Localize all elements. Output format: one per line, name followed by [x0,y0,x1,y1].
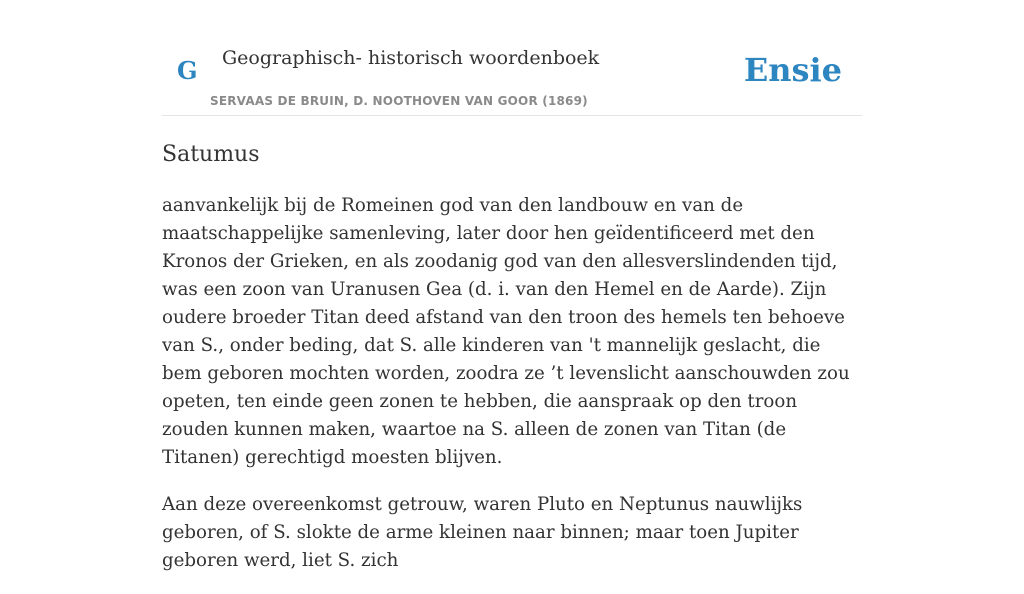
book-letter-badge[interactable]: G [177,56,198,85]
entry-body [162,192,862,594]
book-header [162,0,862,116]
entry-title: Satumus [162,142,260,167]
ensie-logo[interactable]: Ensie [743,51,842,89]
document-page [162,0,862,571]
book-author: SERVAAS DE BRUIN, D. NOOTHOVEN VAN GOOR (1869) [210,94,588,108]
book-title-link[interactable]: Geographisch- historisch woordenboek [222,47,600,69]
entry-paragraph: Aan deze overeenkomst getrouw, waren Pluto en Neptunus nauwlijks geboren, of S. slokte de arme kleinen naar binnen; maar toen Jupiter geboren werd, liet S. zich [162,494,803,571]
entry-paragraph: aanvankelijk bij de Romeinen god van den landbouw en van de maatschappelijke samenleving, later door hen geïdentificeerd met den Kronos der Grieken, en als zoodanig god van den allesverslindenden tijd, was een zoon van Uranusen Gea (d. i. van den Hemel en de Aarde). Zijn oudere broeder Titan deed afstand van den troon des hemels ten behoeve van S., onder beding, dat S. alle kinderen van 't mannelijk geslacht, die bem geboren mochten worden, zoodra ze ’t levenslicht aanschouwden zou opeten, ten einde geen zonen te hebben, die aanspraak op den troon zouden kunnen maken, waartoe na S. alleen de zonen van Titan (de Titanen) gerechtigd moesten blijven. [162,195,850,468]
